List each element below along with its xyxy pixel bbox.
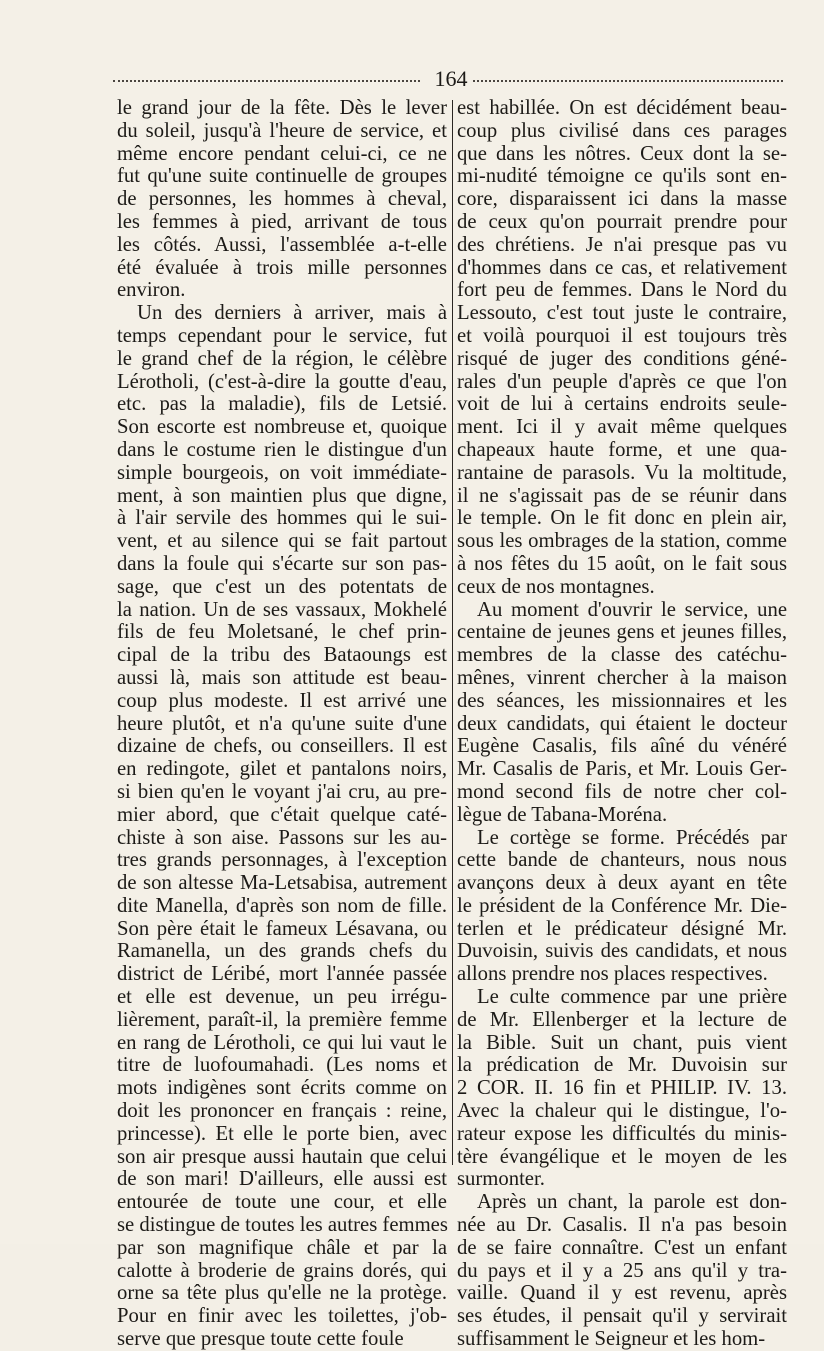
text-line: district de Léribé, mort l'année passée	[117, 963, 447, 986]
text-line: ses études, il pensait qu'il y servirait	[457, 1305, 787, 1328]
text-line: ceux de nos montagnes.	[457, 575, 655, 598]
text-line: du soleil, jusqu'à l'heure de service, et	[117, 119, 447, 142]
text-line: sage, que c'est un des potentats de	[117, 575, 447, 598]
text-line: tère évangélique et le moyen de les	[457, 1145, 787, 1168]
text-line: fils de feu Moletsané, le chef prin-	[117, 621, 447, 644]
text-line: il ne s'agissait pas de se réunir dans	[457, 484, 787, 507]
text-line: dizaine de chefs, ou conseillers. Il est	[117, 735, 447, 758]
text-line: vaille. Quand il y est revenu, après	[457, 1282, 787, 1305]
text-line: mier abord, que c'était quelque caté-	[117, 803, 447, 826]
text-line: Au moment d'ouvrir le service, une	[477, 598, 787, 621]
text-line: lièrement, paraît-il, la première femme	[117, 1008, 447, 1031]
text-line: Lérotholi, (c'est-à-dire la goutte d'eau,	[117, 370, 447, 393]
text-line: dans la foule qui s'écarte sur son pas-	[117, 552, 447, 575]
text-line: rateur expose les difficultés du minis-	[457, 1122, 787, 1145]
text-line: rales d'un peuple d'après ce que l'on	[457, 370, 787, 393]
text-line: temps cependant pour le service, fut	[117, 324, 447, 347]
text-line: en redingote, gilet et pantalons noirs,	[117, 758, 447, 781]
text-line: du pays et il y a 25 ans qu'il y tra-	[457, 1259, 787, 1282]
text-line: si bien qu'en le voyant j'ai cru, au pre-	[117, 780, 447, 803]
text-line: voit de lui à certains endroits seule-	[457, 393, 787, 416]
text-line: mi-nudité témoigne ce qu'ils sont en-	[457, 165, 787, 188]
text-line: Ramanella, un des grands chefs du	[117, 940, 447, 963]
text-line: est habillée. On est décidément beau-	[457, 97, 787, 119]
text-line: la nation. Un de ses vassaux, Mokhelé	[117, 598, 447, 621]
text-line: fort peu de femmes. Dans le Nord du	[457, 279, 787, 302]
text-line: titre de luofoumahadi. (Les noms et	[117, 1054, 447, 1077]
text-line: mots indigènes sont écrits comme on	[117, 1077, 447, 1100]
text-line: aussi là, mais son attitude est beau-	[117, 666, 447, 689]
text-line: vent, et au silence qui se fait partout	[117, 530, 447, 553]
text-line: le grand chef de la région, le célèbre	[117, 347, 447, 370]
text-line: dite Manella, d'après son nom de fille.	[117, 894, 447, 917]
text-line: lègue de Tabana-Moréna.	[457, 803, 668, 826]
text-line: coup plus civilisé dans ces parages	[457, 119, 787, 142]
text-line: les femmes à pied, arrivant de tous	[117, 210, 447, 233]
text-line: Avec la chaleur qui le distingue, l'o-	[457, 1100, 787, 1123]
text-line: et elle est devenue, un peu irrégu-	[117, 986, 447, 1009]
text-line: sous les ombrages de la station, comme	[457, 530, 787, 553]
text-line: etc. pas la maladie), fils de Letsié.	[117, 393, 447, 416]
text-line: de ceux qu'on pourrait prendre pour	[457, 210, 787, 233]
text-line: Duvoisin, suivis des candidats, et nous	[457, 940, 787, 963]
text-line: en rang de Lérotholi, ce qui lui vaut le	[117, 1031, 447, 1054]
text-line: de son altesse Ma-Letsabisa, autrement	[117, 872, 447, 895]
text-line: Son père était le fameux Lésavana, ou	[117, 917, 447, 940]
text-line: tres grands personnages, à l'exception	[117, 849, 447, 872]
text-line: de son mari! D'ailleurs, elle aussi est	[117, 1168, 447, 1191]
text-line: centaine de jeunes gens et jeunes filles,	[457, 621, 787, 644]
left-text-column	[117, 97, 447, 1351]
text-line: Le cortège se forme. Précédés par	[477, 826, 787, 849]
page-header	[113, 64, 783, 94]
header-rule-left	[113, 80, 420, 82]
text-line: Son escorte est nombreuse et, quoique	[117, 416, 447, 439]
text-line: des chrétiens. Je n'ai presque pas vu	[457, 233, 787, 256]
text-line: risqué de juger des conditions géné-	[457, 347, 787, 370]
text-line: dans le costume rien le distingue d'un	[117, 438, 447, 461]
text-line: se distingue de toutes les autres femmes	[117, 1214, 448, 1237]
text-line: mond second fils de notre cher col-	[457, 780, 787, 803]
text-line: calotte à broderie de grains dorés, qui	[117, 1259, 447, 1282]
text-line: environ.	[117, 279, 186, 302]
text-line: d'hommes dans ce cas, et relativement	[457, 256, 787, 279]
text-line: les côtés. Aussi, l'assemblée a-t-elle	[117, 233, 447, 256]
text-line: rantaine de parasols. Vu la moltitude,	[457, 461, 787, 484]
text-line: Pour en finir avec les toilettes, j'ob-	[117, 1305, 447, 1328]
text-line: des séances, les missionnaires et les	[457, 689, 787, 712]
text-line: allons prendre nos places respectives.	[457, 963, 768, 986]
text-line: coup plus modeste. Il est arrivé une	[117, 689, 447, 712]
text-line: Lessouto, c'est tout juste le contraire,	[457, 302, 787, 325]
text-line: suffisamment le Seigneur et les hom-	[457, 1328, 766, 1351]
text-line: serve que presque toute cette foule	[117, 1328, 404, 1351]
text-line: entourée de toute une cour, et elle	[117, 1191, 447, 1214]
text-line: Un des derniers à arriver, mais à	[137, 302, 447, 325]
text-line: chiste à son aise. Passons sur les au-	[117, 826, 447, 849]
text-line: terlen et le prédicateur désigné Mr.	[457, 917, 787, 940]
text-line: à l'air servile des hommes qui le sui-	[117, 507, 447, 530]
text-line: ment, à son maintien plus que digne,	[117, 484, 447, 507]
text-line: Le culte commence par une prière	[477, 986, 787, 1009]
text-line: que dans les nôtres. Ceux dont la se-	[457, 142, 787, 165]
text-line: membres de la classe des catéchu-	[457, 644, 787, 667]
text-line: de Mr. Ellenberger et la lecture de	[457, 1008, 787, 1031]
text-line: Eugène Casalis, fils aîné du vénéré	[457, 735, 787, 758]
text-line: le président de la Conférence Mr. Die-	[457, 894, 787, 917]
text-line: son air presque aussi hautain que celui	[117, 1145, 447, 1168]
text-line: fut qu'une suite continuelle de groupes	[117, 165, 447, 188]
text-line: Mr. Casalis de Paris, et Mr. Louis Ger-	[457, 758, 787, 781]
text-line: été évaluée à trois mille personnes	[117, 256, 447, 279]
text-line: deux candidats, qui étaient le docteur	[457, 712, 787, 735]
text-line: core, disparaissent ici dans la masse	[457, 188, 787, 211]
text-line: le grand jour de la fête. Dès le lever	[117, 97, 447, 119]
text-line: la prédication de Mr. Duvoisin sur	[457, 1054, 787, 1077]
text-line: Après un chant, la parole est don-	[477, 1191, 787, 1214]
text-line: simple bourgeois, on voit immédiate-	[117, 461, 447, 484]
text-line: 2 COR. II. 16 fin et PHILIP. IV. 13.	[457, 1077, 787, 1100]
text-line: par son magnifique châle et par la	[117, 1236, 447, 1259]
text-line: chapeaux haute forme, et une qua-	[457, 438, 787, 461]
header-rule-right	[473, 80, 783, 82]
text-line: de se faire connaître. C'est un enfant	[457, 1236, 787, 1259]
text-line: même encore pendant celui-ci, ce ne	[117, 142, 447, 165]
text-line: de personnes, les hommes à cheval,	[117, 188, 447, 211]
text-line: à nos fêtes du 15 août, on le fait sous	[457, 552, 787, 575]
text-line: le temple. On le fit donc en plein air,	[457, 507, 787, 530]
text-line: avançons deux à deux ayant en tête	[457, 872, 787, 895]
right-text-column	[457, 97, 787, 1351]
text-line: heure plutôt, et n'a qu'une suite d'une	[117, 712, 447, 735]
text-line: ment. Ici il y avait même quelques	[457, 416, 787, 439]
text-line: surmonter.	[457, 1168, 545, 1191]
text-line: princesse). Et elle le porte bien, avec	[117, 1122, 447, 1145]
text-line: cipal de la tribu des Bataoungs est	[117, 644, 447, 667]
text-line: cette bande de chanteurs, nous nous	[457, 849, 787, 872]
column-divider	[452, 100, 453, 1165]
page-number: 164	[434, 66, 468, 91]
text-line: née au Dr. Casalis. Il n'a pas besoin	[457, 1214, 787, 1237]
text-line: orne sa tête plus qu'elle ne la protège.	[117, 1282, 447, 1305]
text-line: et voilà pourquoi il est toujours très	[457, 324, 787, 347]
text-line: mênes, vinrent chercher à la maison	[457, 666, 787, 689]
text-line: la Bible. Suit un chant, puis vient	[457, 1031, 787, 1054]
text-line: doit les prononcer en français : reine,	[117, 1100, 447, 1123]
